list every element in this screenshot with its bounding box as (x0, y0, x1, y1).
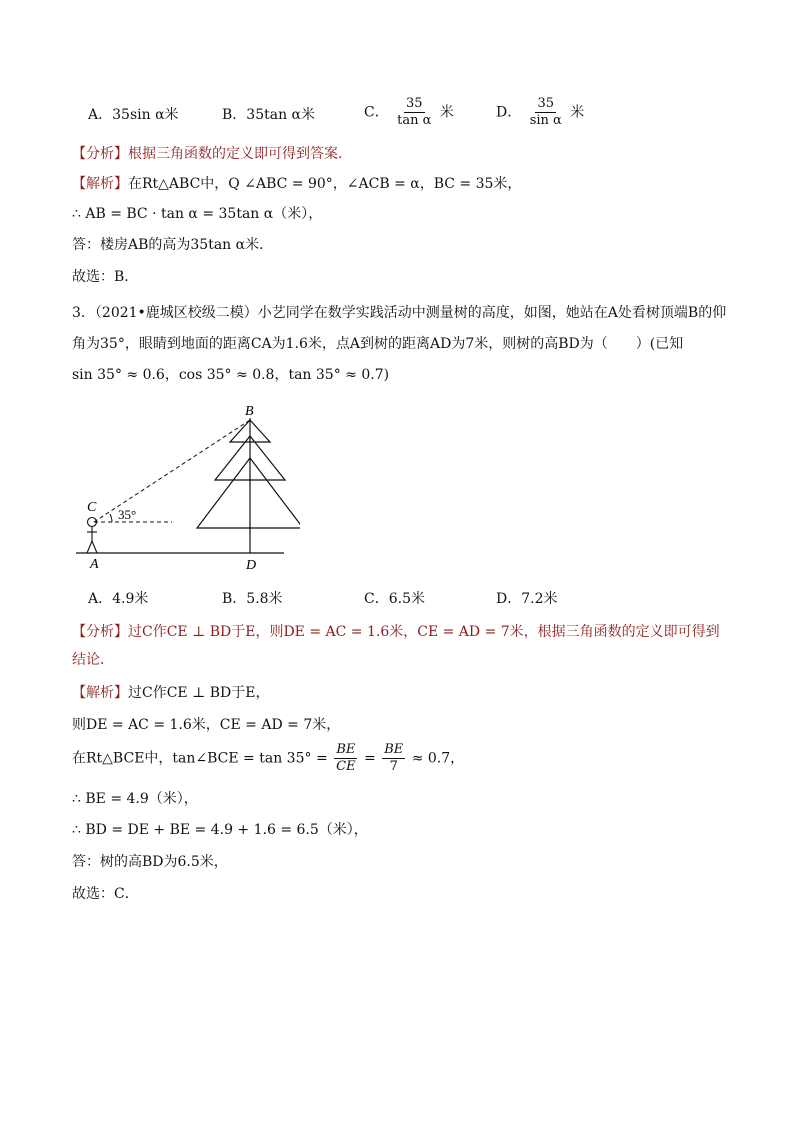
q2-option-d: D． $\frac{35}{\text{sin α}}$ 米 (496, 96, 585, 128)
angle-label: 35° (118, 507, 137, 522)
label-b: B (245, 404, 254, 419)
fraction: $\frac{BE}{CE}$ (336, 742, 356, 774)
q2-option-a: A．35sin α米 (88, 107, 179, 123)
q3-stem-line3: sin 35° ≈ 0.6，cos 35° ≈ 0.8，tan 35° ≈ 0.7) (72, 367, 390, 383)
q3-answer: 答：树的高BD为6.5米， (72, 854, 228, 870)
fraction: $\frac{35}{\text{tan α}}$ (397, 96, 432, 128)
q2-answer: 答：楼房AB的高为35tan α米． (72, 237, 274, 253)
q2-analysis: 【分析】根据三角函数的定义即可得到答案． (72, 146, 352, 162)
q2-option-c: C． $\frac{35}{\text{tan α}}$ 米 (364, 96, 454, 128)
q3-option-b: B．5.8米 (222, 591, 283, 607)
q3-option-a: A．4.9米 (88, 591, 149, 607)
q3-solution-line2: 则DE = AC = 1.6米，CE = AD = 7米， (72, 717, 341, 733)
q3-option-c: C．6.5米 (364, 591, 425, 607)
q3-solution-line4: ∴ BE = 4.9（米）， (72, 791, 198, 807)
q3-option-d: D．7.2米 (496, 591, 558, 607)
q3-solution-line5: ∴ BD = DE + BE = 4.9 + 1.6 = 6.5（米）， (72, 822, 368, 838)
q3-stem-line1: 3．（2021•鹿城区校级二模）小艺同学在数学实践活动中测量树的高度，如图，她站在A处看树顶端B的仰 (72, 305, 727, 321)
label-c: C (87, 500, 97, 515)
q2-solution-line1: 【解析】在Rt△ABC中，Q ∠ABC = 90°，∠ACB = α，BC = 35米， (72, 176, 522, 192)
q3-choice: 故选：C． (72, 886, 139, 902)
fraction: $\frac{BE}{7}$ (384, 742, 404, 774)
q2-solution-line2: ∴ AB = BC · tan α = 35tan α（米）， (72, 206, 323, 222)
tree-bottom-triangle (197, 458, 300, 528)
label-d: D (246, 558, 257, 573)
fraction: $\frac{35}{\text{sin α}}$ (529, 96, 562, 128)
q3-analysis: 【分析】过C作CE ⊥ BD于E，则DE = AC = 1.6米，CE = AD = 7米，根据三角函数的定义即可得到结论． (72, 624, 720, 668)
q3-stem-line2: 角为35°，眼睛到地面的距离CA为1.6米，点A到树的距离AD为7米，则树的高BD为（ ）(已知 (72, 336, 684, 352)
q2-option-b: B．35tan α米 (222, 107, 316, 123)
label-a: A (90, 557, 99, 572)
tree-elevation-diagram (60, 398, 300, 578)
angle-arc (110, 514, 112, 522)
q2-choice: 故选：B． (72, 269, 139, 285)
q3-solution-line3: 在Rt△BCE中，tan∠BCE = tan 35° = $\frac{BE}{CE}$ = $\frac{BE}{7}$ ≈ 0.7， (72, 742, 465, 774)
q3-solution-line1: 【解析】过C作CE ⊥ BD于E， (72, 685, 270, 701)
